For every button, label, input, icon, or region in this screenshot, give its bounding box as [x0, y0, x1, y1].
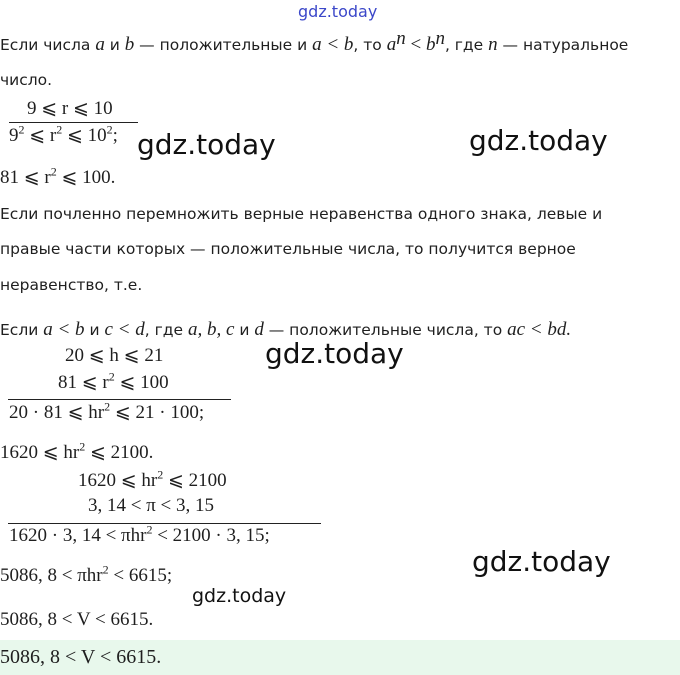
watermark: gdz.today: [472, 545, 611, 578]
watermark: gdz.today: [469, 124, 608, 157]
system-2-bar: [8, 523, 321, 524]
watermark: gdz.today: [265, 337, 404, 370]
paragraph-3: Если a < b и c < d, где a, b, c и d — положительные числа, то ac < bd.: [0, 319, 572, 340]
fraction-1-denominator: $9^2$ ⩽ $r^2$ ⩽ $10^2$;: [9, 122, 118, 146]
paragraph-2-line-3: неравенство, т.е.: [0, 276, 143, 294]
system-2-result: 1620 · 3, 14 < πhr$^2$ < 2100 · 3, 15;: [9, 522, 270, 546]
fraction-1-bar: [9, 122, 138, 123]
system-2-line-1: 1620 ⩽ $hr^2$ ⩽ 2100: [78, 467, 227, 491]
watermark: gdz.today: [137, 128, 276, 161]
watermark-top: gdz.today: [298, 2, 378, 21]
fraction-1-numerator: 9 ⩽ r ⩽ 10: [27, 98, 113, 119]
system-1-result: 20 · 81 ⩽ $hr^2$ ⩽ 21 · 100;: [9, 399, 205, 423]
paragraph-1-cont: число.: [0, 71, 53, 89]
paragraph-2-line-1: Если почленно перемножить верные неравенства одного знака, левые и: [0, 205, 603, 223]
inequality-5086-a: 5086, 8 < πhr$^2$ < 6615;: [0, 562, 173, 586]
system-1-line-2: 81 ⩽ $r^2$ ⩽ 100: [58, 369, 169, 393]
paragraph-1: Если числа a и b — положительные и a < b, то $a^n < b^n$, где n — натуральное: [0, 27, 629, 55]
system-1-bar: [8, 399, 231, 400]
inequality-81: 81 ⩽ $r^2$ ⩽ 100.: [0, 164, 116, 188]
paragraph-2-line-2: правые части которых — положительные числа, то получится верное: [0, 240, 576, 258]
system-2-line-2: 3, 14 < π < 3, 15: [88, 495, 215, 516]
answer-text: 5086, 8 < V < 6615.: [0, 646, 162, 668]
watermark: gdz.today: [192, 585, 287, 607]
system-1-line-1: 20 ⩽ h ⩽ 21: [65, 345, 164, 366]
inequality-1620: 1620 ⩽ $hr^2$ ⩽ 2100.: [0, 439, 154, 463]
inequality-5086-b: 5086, 8 < V < 6615.: [0, 609, 154, 630]
answer-box: [0, 640, 680, 675]
